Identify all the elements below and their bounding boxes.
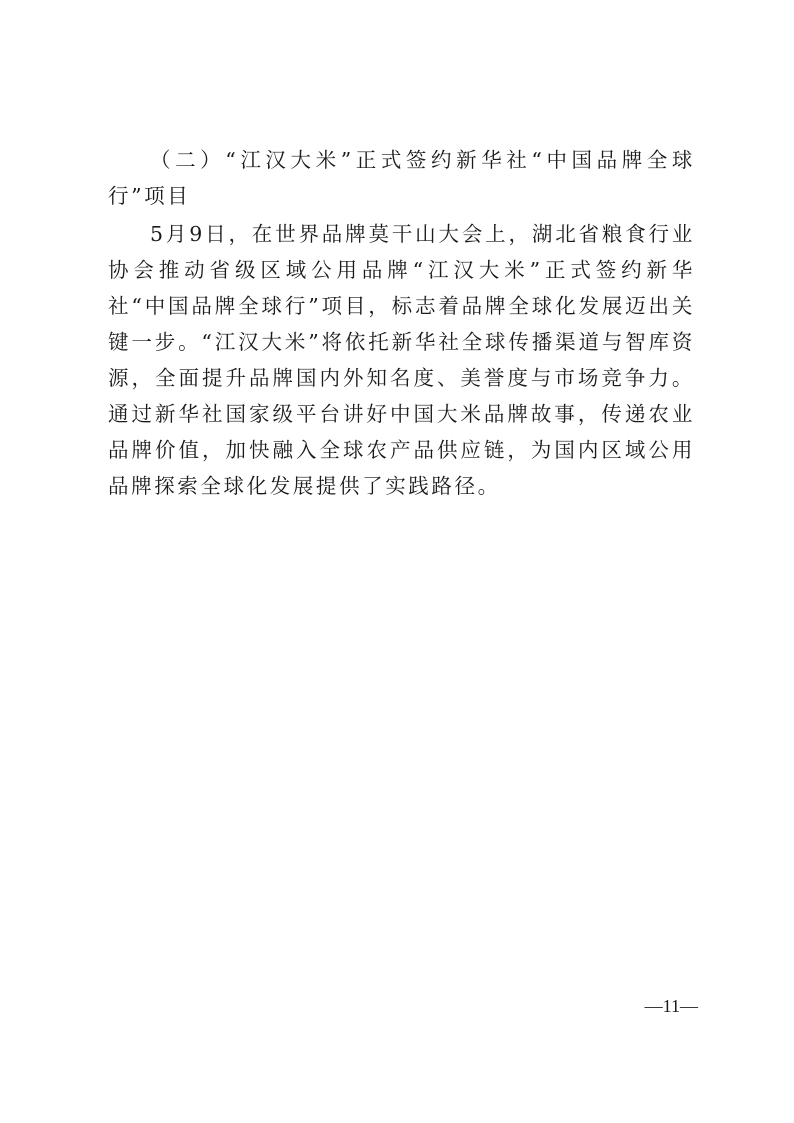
section-heading: （二）“江汉大米”正式签约新华社“中国品牌全球行”项目 [108,148,695,208]
page-number: —11— [644,996,698,1016]
document-body [108,142,695,504]
body-paragraph: 5月9日，在世界品牌莫干山大会上，湖北省粮食行业协会推动省级区域公用品牌“江汉大米”正式签约新华社“中国品牌全球行”项目，标志着品牌全球化发展迈出关键一步。“江汉大米”将依托新华社全球传播渠道与智库资源，全面提升品牌国内外知名度、美誉度与市场竞争力。通过新华社国家级平台讲好中国大米品牌故事，传递农业品牌价值，加快融入全球农产品供应链，为国内区域公用品牌探索全球化发展提供了实践路径。 [108,222,695,498]
